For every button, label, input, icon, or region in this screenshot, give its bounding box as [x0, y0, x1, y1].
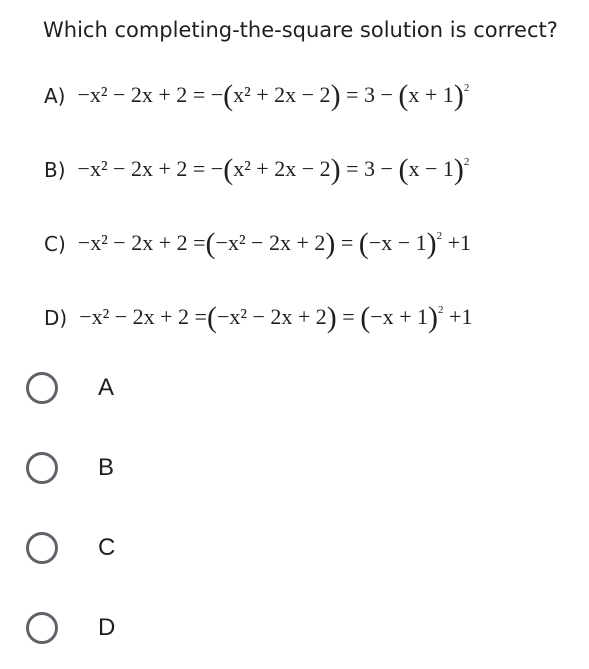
choice-d-lhs: −x² − 2x + 2 — [79, 304, 190, 329]
choice-a-letter: A) — [44, 84, 66, 108]
option-a-label[interactable]: A — [98, 374, 115, 401]
question-text: Which completing-the-square solution is correct? — [43, 18, 558, 42]
choice-a-inner: x² + 2x − 2 — [233, 82, 331, 107]
choice-c-lhs: −x² − 2x + 2 — [77, 230, 188, 255]
choice-b-inner: x² + 2x − 2 — [233, 156, 331, 181]
choice-d-eq2: = — [342, 304, 355, 329]
option-b-label[interactable]: B — [98, 454, 115, 481]
choice-b-eq2: = 3 − — [346, 156, 393, 181]
option-d[interactable] — [26, 606, 115, 650]
choice-d-inner: −x² − 2x + 2 — [216, 304, 327, 329]
choice-c-square: −x − 1 — [368, 230, 427, 255]
option-c[interactable] — [26, 526, 115, 570]
choice-c-math: $-x^2 - 2x + 2 =(-x^2 - 2x + 2) = (-x - 1)^2 +1$ — [77, 227, 472, 260]
choice-d-square: −x + 1 — [370, 304, 429, 329]
choice-a-square: x + 1 — [408, 82, 454, 107]
option-d-label[interactable]: D — [98, 614, 116, 641]
choice-b-square: x − 1 — [408, 156, 454, 181]
choice-b-letter: B) — [44, 158, 66, 182]
choice-b-math: $-x^2 - 2x + 2 = -(x^2 + 2x - 2) = 3 - (x - 1)^2$ — [77, 153, 470, 186]
choice-d-tail: +1 — [449, 304, 473, 329]
radio-a-button[interactable] — [26, 372, 58, 404]
option-c-label[interactable]: C — [98, 534, 116, 561]
choice-c-inner: −x² − 2x + 2 — [215, 230, 326, 255]
choice-c-row — [44, 224, 471, 264]
radio-c-button[interactable] — [26, 532, 58, 564]
choice-c-eq1: = — [193, 230, 206, 255]
choice-d-row — [44, 298, 472, 338]
choice-c-letter: C) — [44, 232, 66, 256]
choice-c-tail: +1 — [447, 230, 472, 255]
choice-d-math: $-x^2 - 2x + 2 =(-x^2 - 2x + 2) = (-x + 1)^2 +1$ — [79, 301, 473, 334]
choice-d-letter: D) — [44, 306, 68, 330]
choice-c-eq2: = — [340, 230, 354, 255]
choice-a-lhs: −x² − 2x + 2 — [77, 82, 188, 107]
choice-d-eq1: = — [194, 304, 207, 329]
option-b[interactable] — [26, 446, 114, 490]
choice-a-math: $-x^2 - 2x + 2 = -(x^2 + 2x - 2) = 3 - (x + 1)^2$ — [77, 79, 470, 112]
choice-b-eq1: = − — [192, 156, 224, 181]
choice-b-lhs: −x² − 2x + 2 — [77, 156, 188, 181]
option-a[interactable] — [26, 366, 114, 410]
choice-a-eq2: = 3 − — [346, 82, 393, 107]
radio-b-button[interactable] — [26, 452, 58, 484]
choice-b-row — [44, 150, 469, 190]
choice-a-eq1: = − — [192, 82, 224, 107]
choice-a-row — [44, 76, 469, 116]
radio-d-button[interactable] — [26, 612, 58, 644]
